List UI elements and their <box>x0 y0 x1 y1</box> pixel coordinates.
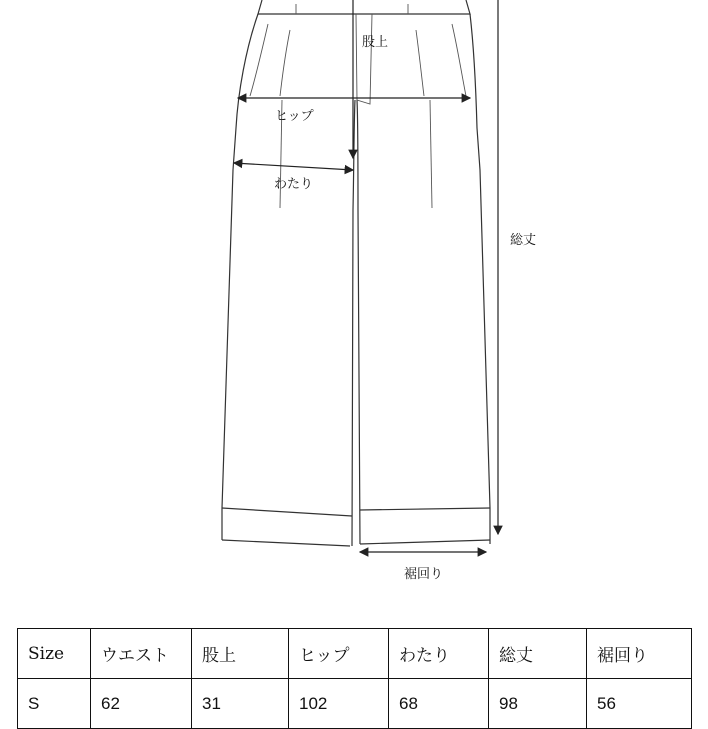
header-hip: ヒップ <box>289 629 389 679</box>
pants-outline <box>222 0 490 546</box>
header-hem: 裾回り <box>587 629 692 679</box>
label-rise: 股上 <box>362 35 389 50</box>
header-rise: 股上 <box>192 629 289 679</box>
measurement-lines <box>234 0 498 552</box>
label-hip: ヒップ <box>275 109 314 124</box>
size-table-header-row <box>18 629 692 679</box>
size-table-row <box>18 679 692 729</box>
cell-hip: 102 <box>289 679 389 729</box>
header-thigh: わたり <box>389 629 489 679</box>
cell-length: 98 <box>489 679 587 729</box>
cell-thigh: 68 <box>389 679 489 729</box>
cell-size: S <box>18 679 91 729</box>
label-thigh: わたり <box>274 177 314 192</box>
thigh-arrow <box>234 163 353 170</box>
cell-rise: 31 <box>192 679 289 729</box>
header-waist: ウエスト <box>91 629 192 679</box>
cell-hem: 56 <box>587 679 692 729</box>
header-size: Size <box>18 629 91 679</box>
header-length: 総丈 <box>489 629 587 679</box>
size-table <box>17 628 692 729</box>
cell-waist: 62 <box>91 679 192 729</box>
label-hem: 裾回り <box>404 567 444 582</box>
label-length: 総丈 <box>510 233 537 248</box>
